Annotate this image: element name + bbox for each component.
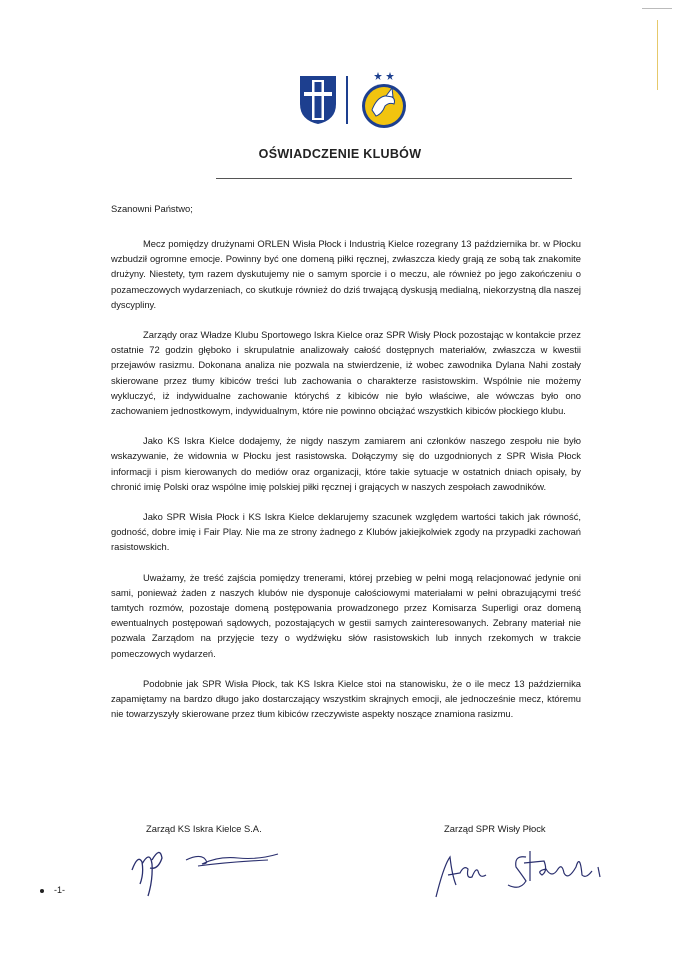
salutation: Szanowni Państwo; <box>111 203 193 214</box>
paragraph-2: Zarządy oraz Władze Klubu Sportowego Iskra Kielce oraz SPR Wisły Płock pozostając w kontakcie przez ostatnie 72 godzin głęboko i skrupulatnie analizowały całość dostępnych materiałów, zwłaszcza w kwestii przejawów rasizmu. Dokonana analiza nie pozwala na stwierdzenie, iż wobec zawodnika Dylana Nahi zostały skierowane przez tłumy kibiców treści lub zachowania o charakterze rasistowskim. Wspólnie nie możemy wykluczyć, iż indywidualne zachowanie którychś z kibiców nie było właściwe, ale wówczas było ono zachowaniem jednostkowym, indywidualnym, które nie powinno obciążać wszystkich kibiców płockiego klubu. <box>111 329 581 417</box>
signer-wisla: Zarząd SPR Wisły Płock <box>444 823 546 834</box>
signature-wisla <box>430 835 630 905</box>
title-underline <box>216 178 572 179</box>
signer-iskra: Zarząd KS Iskra Kielce S.A. <box>146 823 262 834</box>
statement-body <box>111 236 581 736</box>
page-number <box>40 885 65 895</box>
wisla-plock-logo <box>298 74 338 126</box>
document-title: OŚWIADCZENIE KLUBÓW <box>258 147 422 161</box>
signature-iskra <box>128 840 288 900</box>
paragraph-3: Jako KS Iskra Kielce dodajemy, że nigdy naszym zamiarem ani członków naszego zespołu nie było wskazywanie, że widownia w Płocku jest rasistowska. Dołączymy się do uzgodnionych z SPR Wisła Płock informacji i pism kierowanych do mediów oraz organizacji, które takie sytuacje w ostatnich dniach opisały, by chronić imię Polski oraz wspólne imię polskiej piłki ręcznej i grających w naszych zespołach zawodników. <box>111 435 581 492</box>
scan-artifact-top <box>642 8 672 9</box>
page-number-label: -1- <box>54 885 65 895</box>
bullet-icon <box>40 889 44 893</box>
paragraph-4: Jako SPR Wisła Płock i KS Iskra Kielce deklarujemy szacunek względem wartości takich jak równość, godność, dobre imię i Fair Play. Nie ma ze strony żadnego z Klubów jakiejkolwiek zgody na przypadki zachowań rasistowskich. <box>111 511 581 553</box>
paragraph-1: Mecz pomiędzy drużynami ORLEN Wisła Płock i Industrią Kielce rozegrany 13 października br. w Płocku wzbudził ogromne emocje. Powinny być one domeną piłki ręcznej, zwłaszcza kiedy grają ze sobą tak znakomite drużyny. Niestety, tym razem dyskutujemy nie o samym sporcie i o meczu, ale również po jego zakończeniu o pozameczowych wydarzeniach, co skutkuje również do dziś trwającą dyskusją medialną, niekorzystną dla naszej dyscypliny. <box>111 238 581 310</box>
iskra-kielce-logo <box>356 70 412 130</box>
paragraph-6: Podobnie jak SPR Wisła Płock, tak KS Iskra Kielce stoi na stanowisku, że o ile mecz 13 października zapamiętamy na bardzo długo jako dostarczający wszystkim skrajnych emocji, ale jednocześnie mecz, któremu nie towarzyszyły skierowane przez tłum kibiców rzeczywiste aspekty noszące znamiona rasizmu. <box>111 677 581 720</box>
club-logos <box>294 70 414 130</box>
logo-divider <box>346 76 348 124</box>
paragraph-5: Uważamy, że treść zajścia pomiędzy trenerami, której przebieg w pełni mogą relacjonować jedynie oni sami, ponieważ żaden z naszych klubów nie dysponuje całościowymi materiałami w pełni obrazującymi treść tamtych rozmów, pozostaje domeną postępowania prowadzonego przez Komisarza Superligi oraz domeną ewentualnych postępowań sądowych, pozostających w gestii samych zainteresowanych. Zebrany materiał nie pozwala Zarządom na przyjęcie tezy o wydźwięku słów rasistowskich lub innych rzekomych w trakcie pomeczowych wydarzeń. <box>111 571 581 659</box>
scan-artifact-right <box>657 20 658 90</box>
